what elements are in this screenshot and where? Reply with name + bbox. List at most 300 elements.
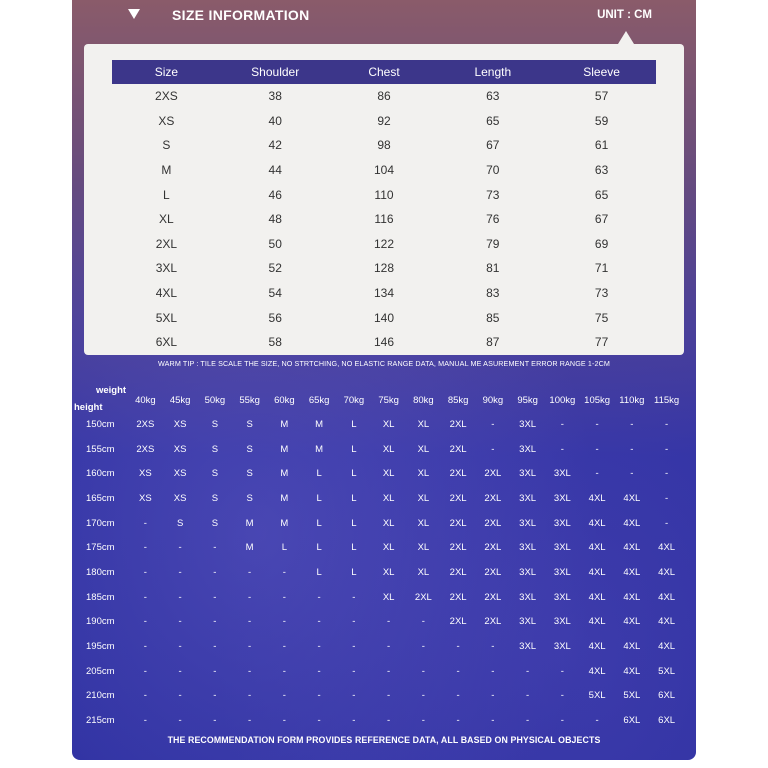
size-recommendation-cell: 2XL: [449, 492, 467, 504]
size-recommendation-cell: 2XL: [484, 468, 502, 480]
size-recommendation-cell: -: [595, 468, 599, 480]
size-recommendation-cell: L: [351, 542, 357, 554]
table-row: [112, 133, 656, 158]
table-cell: 61: [594, 138, 609, 153]
size-recommendation-cell: 3XL: [519, 616, 537, 628]
size-recommendation-cell: -: [352, 591, 356, 603]
size-recommendation-cell: XS: [139, 468, 152, 480]
table-cell: 58: [268, 335, 282, 350]
list-item: [72, 708, 696, 733]
size-recommendation-cell: L: [281, 542, 288, 554]
size-recommendation-cell: 6XL: [623, 715, 641, 727]
size-recommendation-cell: -: [248, 715, 252, 727]
size-recommendation-cell: -: [352, 715, 356, 727]
size-chart-panel: [72, 0, 696, 760]
size-recommendation-cell: -: [248, 641, 252, 653]
size-recommendation-cell: S: [246, 492, 253, 504]
weight-header: 40kg: [135, 395, 156, 406]
list-item: [72, 560, 696, 585]
size-recommendation-cell: 3XL: [519, 641, 537, 653]
size-recommendation-cell: -: [282, 690, 286, 702]
size-recommendation-cell: -: [317, 591, 321, 603]
table-row: [112, 232, 656, 257]
table-cell: 69: [594, 236, 609, 251]
weight-header: 75kg: [378, 395, 399, 406]
table-cell: 76: [486, 212, 500, 227]
size-recommendation-cell: M: [280, 492, 289, 504]
size-recommendation-cell: -: [630, 443, 634, 455]
size-recommendation-cell: 4XL: [623, 641, 641, 653]
size-recommendation-cell: S: [211, 517, 219, 529]
size-recommendation-cell: 2XL: [449, 616, 467, 628]
column-header: Sleeve: [547, 60, 656, 84]
size-recommendation-cell: M: [280, 517, 289, 529]
size-recommendation-cell: XS: [139, 492, 152, 504]
size-recommendation-cell: 3XL: [553, 566, 571, 578]
size-recommendation-cell: -: [560, 418, 564, 430]
size-recommendation-cell: -: [387, 690, 391, 702]
size-recommendation-cell: -: [526, 715, 530, 727]
table-cell: 67: [594, 212, 609, 227]
size-recommendation-cell: 3XL: [553, 492, 571, 504]
size-recommendation-cell: -: [352, 616, 356, 628]
triangle-down-icon: [128, 9, 140, 19]
size-recommendation-cell: 4XL: [623, 517, 641, 529]
size-recommendation-cell: 3XL: [553, 616, 571, 628]
size-recommendation-cell: -: [387, 665, 391, 677]
size-recommendation-cell: L: [316, 492, 322, 504]
size-recommendation-cell: 3XL: [553, 641, 571, 653]
size-recommendation-cell: -: [213, 566, 217, 578]
size-recommendation-cell: 2XL: [449, 468, 467, 480]
size-recommendation-cell: -: [595, 715, 599, 727]
size-recommendation-cell: L: [351, 517, 357, 529]
size-recommendation-cell: -: [248, 665, 252, 677]
table-cell: 86: [377, 89, 391, 104]
size-recommendation-cell: -: [178, 616, 182, 628]
size-recommendation-cell: -: [317, 641, 321, 653]
table-cell: 98: [377, 138, 391, 153]
table-cell: XL: [159, 212, 174, 227]
size-recommendation-cell: -: [421, 665, 425, 677]
size-recommendation-cell: -: [456, 690, 460, 702]
page-title: SIZE INFORMATION: [172, 7, 310, 23]
size-recommendation-cell: S: [246, 443, 253, 455]
size-recommendation-cell: -: [178, 542, 182, 554]
list-item: [72, 412, 696, 437]
table-cell: 54: [268, 286, 282, 301]
size-recommendation-cell: 4XL: [588, 591, 606, 603]
table-cell: 77: [594, 335, 609, 350]
size-recommendation-cell: XL: [417, 517, 430, 529]
size-recommendation-cell: XL: [382, 542, 395, 554]
table-cell: 5XL: [155, 310, 178, 325]
size-recommendation-cell: -: [213, 715, 217, 727]
height-value: 190cm: [86, 616, 115, 628]
size-recommendation-cell: 2XL: [484, 591, 502, 603]
size-recommendation-cell: L: [351, 566, 357, 578]
size-recommendation-cell: -: [352, 690, 356, 702]
size-recommendation-cell: 2XL: [449, 443, 467, 455]
table-cell: 110: [374, 187, 394, 202]
table-cell: 79: [486, 236, 500, 251]
size-recommendation-cell: -: [456, 665, 460, 677]
height-value: 160cm: [86, 468, 115, 480]
size-recommendation-cell: -: [282, 715, 286, 727]
weight-header: 100kg: [549, 395, 576, 406]
table-cell: 3XL: [155, 261, 178, 276]
table-cell: 52: [268, 261, 282, 276]
size-recommendation-cell: -: [178, 566, 182, 578]
size-recommendation-cell: 4XL: [623, 616, 641, 628]
header: [72, 0, 696, 36]
size-recommendation-cell: -: [317, 616, 321, 628]
list-item: [72, 461, 696, 486]
size-recommendation-cell: S: [211, 492, 219, 504]
size-recommendation-cell: XS: [173, 443, 187, 455]
size-recommendation-cell: 3XL: [519, 443, 537, 455]
weight-axis-label: weight: [96, 385, 127, 396]
table-row: [112, 84, 656, 109]
size-recommendation-cell: -: [421, 616, 425, 628]
size-recommendation-cell: -: [282, 616, 286, 628]
size-recommendation-cell: 2XL: [414, 591, 432, 603]
list-item: [72, 634, 696, 659]
footer-note: THE RECOMMENDATION FORM PROVIDES REFERENCE DATA, ALL BASED ON PHYSICAL OBJECTS: [167, 735, 601, 745]
size-measurement-table: [112, 60, 656, 355]
size-recommendation-cell: 2XL: [484, 542, 502, 554]
size-recommendation-cell: 3XL: [553, 468, 571, 480]
size-recommendation-cell: -: [491, 443, 495, 455]
list-item: [72, 535, 696, 560]
table-cell: 134: [373, 286, 394, 301]
height-axis-label: height: [74, 402, 103, 413]
table-cell: 146: [373, 335, 394, 350]
size-recommendation-cell: 2XL: [449, 591, 467, 603]
size-recommendation-cell: 4XL: [658, 591, 676, 603]
size-recommendation-cell: -: [143, 715, 147, 727]
size-recommendation-cell: -: [213, 665, 217, 677]
unit-label: UNIT : CM: [597, 9, 652, 21]
size-recommendation-cell: XL: [382, 443, 395, 455]
table-cell: 104: [373, 163, 394, 178]
size-recommendation-cell: -: [178, 665, 182, 677]
table-cell: L: [163, 187, 170, 202]
list-item: [72, 585, 696, 610]
table-cell: 140: [373, 310, 394, 325]
size-recommendation-cell: -: [526, 665, 530, 677]
size-recommendation-cell: 6XL: [658, 690, 676, 702]
size-recommendation-cell: -: [178, 715, 182, 727]
table-cell: S: [162, 138, 171, 153]
size-recommendation-cell: 3XL: [519, 566, 537, 578]
table-cell: 44: [268, 163, 282, 178]
size-recommendation-cell: -: [491, 690, 495, 702]
size-recommendation-cell: 4XL: [588, 566, 606, 578]
size-recommendation-cell: 3XL: [519, 542, 537, 554]
size-recommendation-cell: -: [595, 443, 599, 455]
size-recommendation-cell: L: [316, 542, 322, 554]
size-recommendation-cell: M: [280, 443, 289, 455]
size-recommendation-cell: 4XL: [623, 591, 641, 603]
height-value: 165cm: [86, 492, 115, 504]
size-recommendation-cell: S: [211, 468, 219, 480]
size-recommendation-cell: S: [246, 468, 253, 480]
weight-header: 65kg: [308, 395, 330, 406]
size-recommendation-cell: -: [352, 641, 356, 653]
size-recommendation-cell: 4XL: [658, 641, 676, 653]
table-cell: 85: [486, 310, 500, 325]
size-recommendation-cell: -: [456, 715, 460, 727]
table-cell: 116: [374, 212, 394, 227]
size-recommendation-cell: -: [491, 665, 495, 677]
table-header-row: [112, 60, 656, 84]
size-recommendation-cell: S: [211, 418, 219, 430]
size-recommendation-cell: 3XL: [553, 517, 571, 529]
table-cell: 46: [268, 187, 282, 202]
weight-header-row: [128, 395, 684, 406]
size-recommendation-cell: 3XL: [553, 542, 571, 554]
table-cell: 87: [486, 335, 500, 350]
list-item: [72, 486, 696, 511]
table-cell: 40: [268, 113, 282, 128]
size-recommendation-cell: 2XL: [484, 616, 502, 628]
table-cell: 63: [594, 163, 609, 178]
weight-header: 45kg: [169, 395, 191, 406]
size-recommendation-cell: -: [421, 641, 425, 653]
size-recommendation-cell: -: [248, 566, 252, 578]
size-recommendation-cell: S: [211, 443, 219, 455]
size-recommendation-cell: XL: [382, 468, 395, 480]
size-recommendation-cell: 4XL: [623, 542, 641, 554]
size-recommendation-cell: 2XL: [449, 542, 467, 554]
table-cell: M: [161, 163, 172, 178]
table-cell: 57: [594, 89, 609, 104]
column-header: Chest: [330, 60, 439, 84]
table-cell: 83: [486, 286, 500, 301]
size-recommendation-cell: -: [143, 616, 147, 628]
size-recommendation-cell: XL: [417, 418, 430, 430]
table-row: [112, 109, 656, 134]
size-recommendation-cell: -: [178, 690, 182, 702]
size-recommendation-cell: -: [387, 616, 391, 628]
size-recommendation-cell: -: [143, 566, 147, 578]
size-recommendation-cell: M: [280, 468, 289, 480]
table-cell: 65: [594, 187, 609, 202]
weight-header: 105kg: [584, 395, 611, 406]
size-recommendation-cell: -: [178, 641, 182, 653]
size-recommendation-cell: -: [282, 641, 286, 653]
size-recommendation-cell: XL: [382, 566, 395, 578]
size-recommendation-cell: XL: [417, 492, 430, 504]
weight-header: 55kg: [239, 395, 260, 406]
table-cell: 48: [268, 212, 282, 227]
warm-tip: WARM TIP : TILE SCALE THE SIZE, NO STRTCHING, NO ELASTIC RANGE DATA, MANUAL ME ASUREMENT ERROR RANGE 1-2CM: [158, 359, 610, 368]
size-recommendation-cell: XL: [417, 468, 430, 480]
height-value: 170cm: [86, 517, 115, 529]
weight-header: 70kg: [343, 395, 365, 406]
height-value: 150cm: [86, 418, 115, 430]
size-recommendation-cell: -: [665, 418, 669, 430]
size-recommendation-cell: 4XL: [658, 542, 676, 554]
size-recommendation-cell: S: [246, 418, 253, 430]
table-row: [112, 207, 656, 232]
size-recommendation-cell: 5XL: [623, 690, 641, 702]
size-recommendation-cell: -: [143, 591, 147, 603]
weight-header: 110kg: [619, 395, 645, 406]
table-cell: 42: [268, 138, 282, 153]
size-recommendation-cell: 4XL: [658, 566, 676, 578]
size-recommendation-cell: M: [280, 418, 289, 430]
size-recommendation-cell: L: [316, 517, 322, 529]
size-recommendation-cell: XL: [382, 591, 395, 603]
size-recommendation-cell: M: [245, 542, 254, 554]
size-recommendation-cell: -: [595, 418, 599, 430]
weight-header: 95kg: [517, 395, 538, 406]
table-cell: 56: [268, 310, 282, 325]
table-cell: 70: [486, 163, 500, 178]
table-cell: 92: [377, 113, 391, 128]
table-row: [112, 281, 656, 306]
size-recommendation-cell: 5XL: [588, 690, 606, 702]
size-recommendation-cell: -: [560, 715, 564, 727]
table-cell: 38: [268, 89, 282, 104]
column-header: Size: [112, 60, 221, 84]
size-recommendation-cell: -: [143, 542, 147, 554]
size-recommendation-cell: -: [560, 665, 564, 677]
size-recommendation-cell: 2XL: [484, 566, 502, 578]
height-value: 205cm: [86, 665, 115, 677]
size-recommendation-cell: -: [248, 690, 252, 702]
column-header: Shoulder: [221, 60, 330, 84]
size-recommendation-cell: S: [176, 517, 184, 529]
size-recommendation-cell: L: [351, 418, 357, 430]
list-item: [72, 437, 696, 462]
size-recommendation-cell: -: [560, 690, 564, 702]
size-recommendation-cell: 2XS: [136, 418, 155, 430]
size-recommendation-cell: -: [178, 591, 182, 603]
size-recommendation-cell: 3XL: [553, 591, 571, 603]
size-recommendation-cell: XS: [173, 418, 187, 430]
size-recommendation-cell: -: [248, 591, 252, 603]
table-cell: XS: [158, 113, 175, 128]
size-recommendation-cell: -: [213, 690, 217, 702]
size-recommendation-cell: -: [421, 690, 425, 702]
size-recommendation-cell: -: [317, 665, 321, 677]
table-cell: 128: [373, 261, 394, 276]
height-value: 195cm: [86, 641, 115, 653]
size-recommendation-cell: -: [665, 443, 669, 455]
list-item: [72, 610, 696, 635]
size-recommendation-cell: -: [143, 690, 147, 702]
size-recommendation-cell: -: [317, 690, 321, 702]
table-cell: 122: [373, 236, 394, 251]
size-recommendation-cell: 4XL: [588, 492, 606, 504]
size-recommendation-cell: 4XL: [588, 542, 606, 554]
table-cell: 6XL: [155, 335, 178, 350]
table-cell: 59: [594, 113, 609, 128]
size-recommendation-cell: 4XL: [588, 641, 606, 653]
size-recommendation-cell: -: [143, 517, 147, 529]
size-recommendation-cell: 2XL: [449, 418, 467, 430]
size-recommendation-cell: XL: [417, 542, 430, 554]
size-recommendation-cell: -: [665, 492, 669, 504]
height-value: 155cm: [86, 443, 115, 455]
height-value: 210cm: [86, 690, 115, 702]
size-recommendation-cell: L: [316, 566, 322, 578]
size-recommendation-cell: M: [315, 443, 324, 455]
size-recommendation-cell: -: [213, 542, 217, 554]
unit-pointer: [618, 31, 634, 44]
size-recommendation-cell: 4XL: [588, 517, 606, 529]
table-cell: 73: [594, 286, 609, 301]
size-recommendation-cell: 3XL: [519, 591, 537, 603]
size-recommendation-cell: 6XL: [658, 715, 676, 727]
size-recommendation-cell: 3XL: [519, 517, 537, 529]
table-row: [112, 158, 656, 183]
size-recommendation-cell: -: [213, 591, 217, 603]
table-cell: 67: [486, 138, 500, 153]
list-item: [72, 684, 696, 709]
size-recommendation-cell: -: [213, 616, 217, 628]
size-recommendation-cell: -: [491, 641, 495, 653]
size-recommendation-cell: -: [491, 418, 495, 430]
table-cell: 65: [486, 113, 500, 128]
table-cell: 2XL: [155, 236, 178, 251]
height-value: 185cm: [86, 591, 115, 603]
table-cell: 50: [268, 236, 282, 251]
size-recommendation-cell: 3XL: [519, 492, 537, 504]
size-recommendation-cell: XL: [417, 443, 430, 455]
size-recommendation-cell: 2XL: [484, 517, 502, 529]
size-recommendation-cell: L: [351, 492, 357, 504]
column-header: Length: [438, 60, 547, 84]
size-recommendation-cell: M: [245, 517, 254, 529]
size-recommendation-cell: 4XL: [623, 566, 641, 578]
size-recommendation-cell: -: [143, 641, 147, 653]
table-cell: 73: [486, 187, 500, 202]
size-recommendation-cell: -: [526, 690, 530, 702]
size-recommendation-cell: -: [665, 517, 669, 529]
size-recommendation-cell: XL: [382, 517, 395, 529]
size-recommendation-cell: L: [351, 468, 357, 480]
recommendation-rows: [72, 412, 696, 733]
size-recommendation-cell: -: [248, 616, 252, 628]
size-recommendation-cell: 3XL: [519, 468, 537, 480]
size-recommendation-cell: L: [316, 468, 322, 480]
weight-header: 60kg: [274, 395, 295, 406]
list-item: [72, 659, 696, 684]
table-row: [112, 182, 656, 207]
table-cell: 75: [594, 310, 609, 325]
size-recommendation-cell: 3XL: [519, 418, 537, 430]
table-cell: 2XS: [155, 89, 178, 104]
weight-header: 115kg: [654, 395, 680, 406]
size-recommendation-cell: XS: [173, 492, 187, 504]
table-cell: 81: [486, 261, 500, 276]
size-recommendation-cell: XS: [173, 468, 187, 480]
size-recommendation-cell: 5XL: [658, 665, 676, 677]
size-recommendation-cell: 2XL: [449, 517, 467, 529]
size-recommendation-cell: -: [387, 641, 391, 653]
table-row: [112, 256, 656, 281]
size-recommendation-cell: M: [315, 418, 324, 430]
size-recommendation-cell: -: [491, 715, 495, 727]
size-recommendation-cell: -: [143, 665, 147, 677]
size-recommendation-cell: -: [665, 468, 669, 480]
size-recommendation-cell: 2XS: [136, 443, 155, 455]
size-recommendation-cell: 4XL: [623, 665, 641, 677]
